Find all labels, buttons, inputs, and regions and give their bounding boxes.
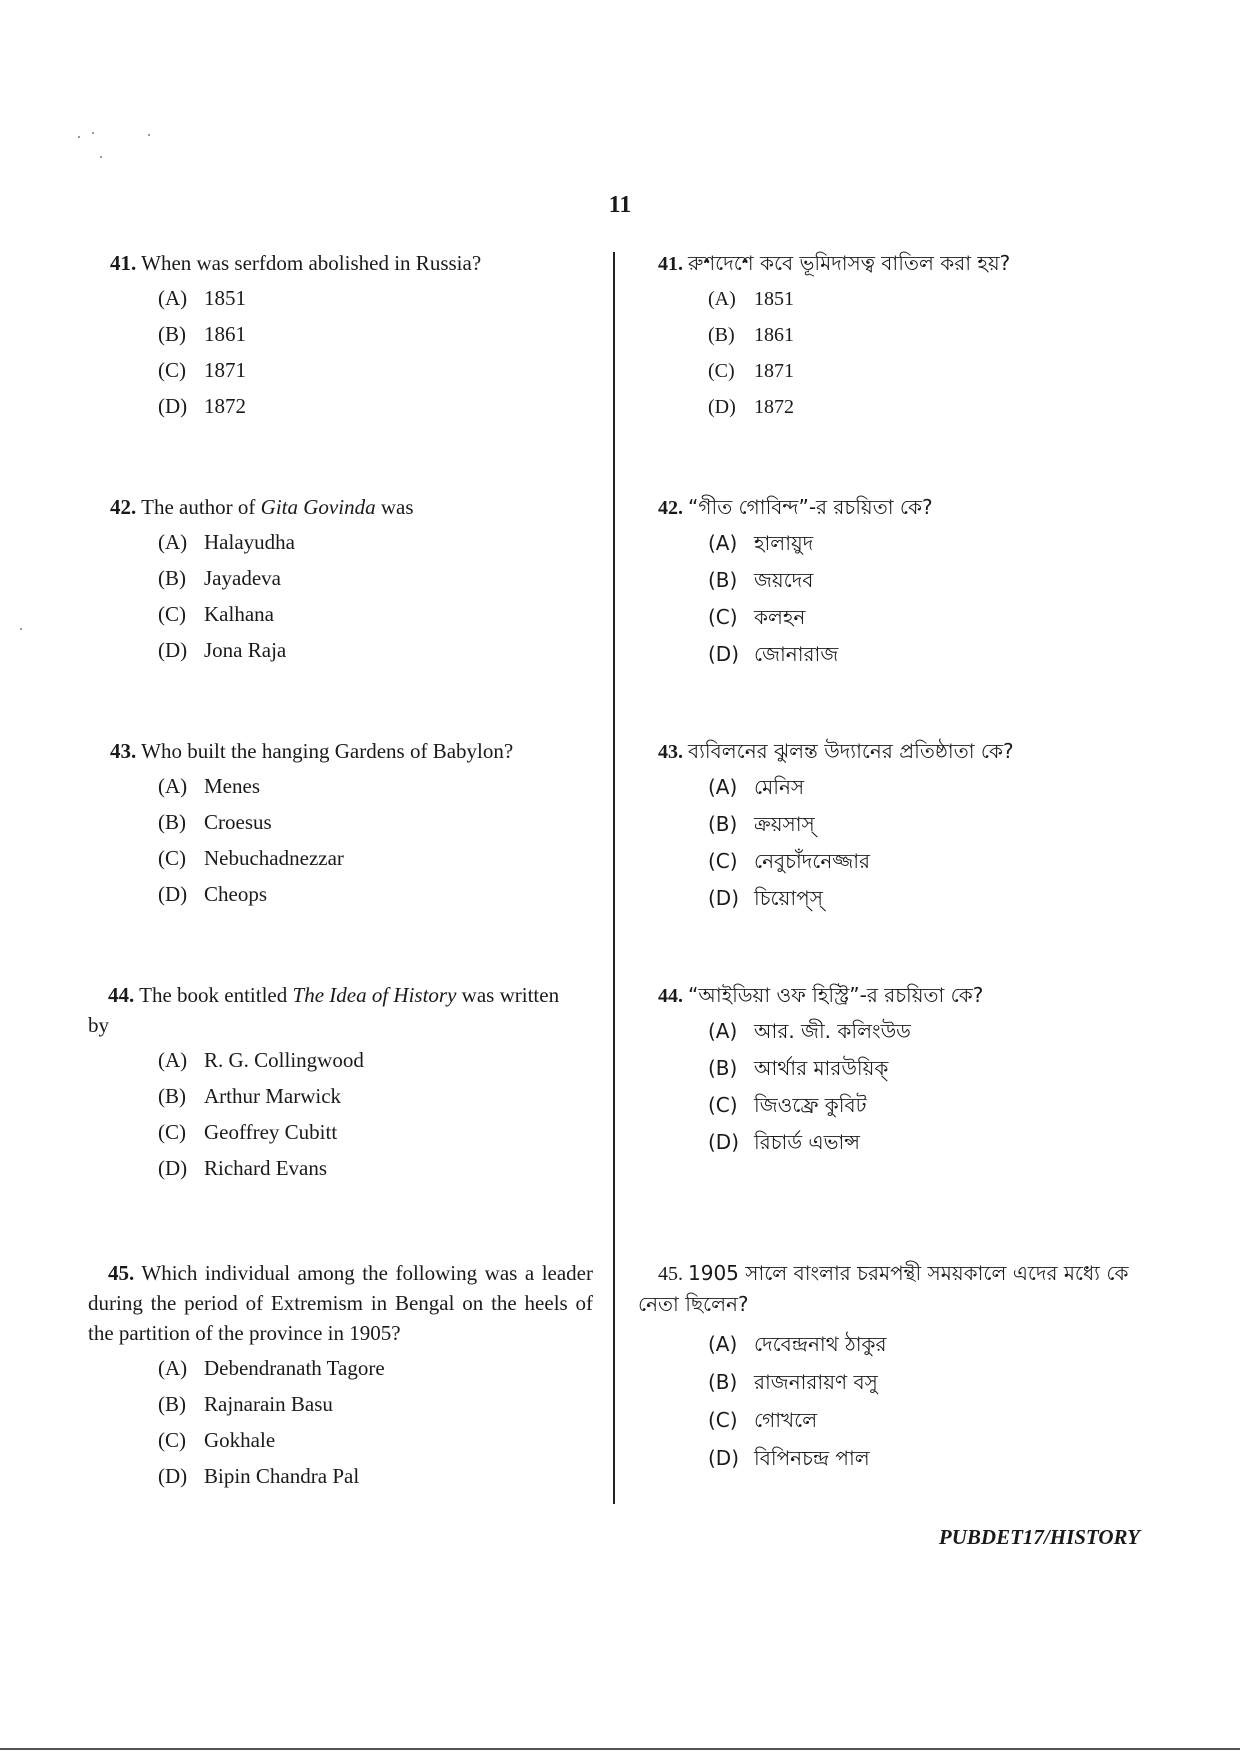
option-key: (A) <box>158 1048 188 1072</box>
option-key: (D) <box>708 1130 740 1154</box>
question-prompt: When was serfdom abolished in Russia? <box>141 251 482 275</box>
column-divider <box>613 252 615 1504</box>
option-key: (A) <box>158 530 188 554</box>
option-key: (B) <box>158 322 186 346</box>
page-bottom-rule <box>0 1748 1240 1750</box>
option-text: আর্থার মারউয়িক্ <box>754 1056 889 1080</box>
option-b <box>158 318 595 354</box>
option-key: (A) <box>708 288 736 310</box>
option-key: (C) <box>158 846 186 870</box>
option-b <box>708 808 1158 845</box>
scan-speck <box>148 134 150 136</box>
option-key: (A) <box>158 774 188 798</box>
question-text <box>658 492 1158 523</box>
book-title: The Idea of History <box>292 983 457 1007</box>
option-a <box>158 1352 593 1388</box>
option-text: কলহন <box>754 605 806 629</box>
options-list <box>638 1328 1158 1480</box>
scan-speck <box>20 628 22 630</box>
option-text: গোখলে <box>754 1408 818 1432</box>
option-key: (B) <box>158 1392 186 1416</box>
option-key: (C) <box>708 1093 738 1117</box>
question-text <box>88 1258 593 1348</box>
option-text: Nebuchadnezzar <box>204 846 344 870</box>
option-text: দেবেন্দ্রনাথ ঠাকুর <box>754 1332 887 1356</box>
option-d <box>158 1152 583 1188</box>
option-text: মেনিস <box>754 775 805 799</box>
option-text: রিচার্ড এভান্স <box>754 1130 861 1154</box>
question-42-bn <box>658 492 1158 675</box>
question-44-en <box>88 980 583 1188</box>
option-text: R. G. Collingwood <box>204 1048 364 1072</box>
question-number: 43. <box>658 741 683 763</box>
option-text: Rajnarain Basu <box>204 1392 333 1416</box>
options-list <box>658 283 1158 427</box>
option-text: 1872 <box>754 396 794 418</box>
option-key: (D) <box>708 886 740 910</box>
question-prompt-start: The author of <box>141 495 261 519</box>
option-key: (A) <box>158 286 188 310</box>
option-text: হালায়ুদ <box>754 531 814 555</box>
option-text: Geoffrey Cubitt <box>204 1120 338 1144</box>
options-list <box>658 1015 1158 1163</box>
option-text: বিপিনচন্দ্র পাল <box>754 1446 870 1470</box>
option-key: (A) <box>708 1332 738 1356</box>
options-list <box>658 771 1158 919</box>
option-b <box>158 1080 583 1116</box>
option-text: জিওফ্রে কুবিট <box>754 1093 867 1117</box>
option-c <box>158 598 595 634</box>
question-text <box>658 736 1158 767</box>
option-key: (D) <box>708 1446 740 1470</box>
option-text: Bipin Chandra Pal <box>204 1464 360 1488</box>
option-text: Halayudha <box>204 530 295 554</box>
option-text: জয়দেব <box>754 568 814 592</box>
option-text: ক্রয়সাস্ <box>754 812 815 836</box>
question-text <box>658 980 1158 1011</box>
option-text: আর. জী. কলিংউড <box>754 1019 911 1043</box>
option-c <box>708 1404 1158 1442</box>
option-key: (A) <box>708 531 738 555</box>
option-text: Kalhana <box>204 602 274 626</box>
option-a <box>158 770 595 806</box>
option-text: নেবুচাঁদনেজ্জার <box>754 849 871 873</box>
option-c <box>158 1116 583 1152</box>
question-41-en <box>90 248 595 426</box>
question-text <box>658 248 1158 279</box>
question-44-bn <box>658 980 1158 1163</box>
option-key: (D) <box>158 1464 188 1488</box>
question-number: 43. <box>110 739 137 763</box>
option-key: (C) <box>158 1120 186 1144</box>
option-key: (B) <box>708 324 735 346</box>
option-b <box>708 564 1158 601</box>
question-prompt: রুশদেশে কবে ভূমিদাসত্ব বাতিল করা হয়? <box>688 251 1011 275</box>
option-text: 1871 <box>204 358 246 382</box>
option-b <box>708 1366 1158 1404</box>
options-list <box>90 526 595 670</box>
option-b <box>158 562 595 598</box>
option-key: (D) <box>708 642 740 666</box>
question-text <box>88 980 583 1040</box>
option-d <box>158 878 595 914</box>
question-number: 41. <box>658 253 683 275</box>
option-a <box>158 1044 583 1080</box>
page-number: 11 <box>608 192 632 218</box>
option-key: (C) <box>158 358 186 382</box>
question-prompt-end: was written by <box>88 983 560 1037</box>
options-list <box>88 1044 583 1188</box>
question-text <box>90 248 595 278</box>
option-d <box>708 638 1158 675</box>
option-key: (A) <box>158 1356 188 1380</box>
option-key: (C) <box>708 360 735 382</box>
option-key: (B) <box>708 812 738 836</box>
scan-speck <box>78 136 80 138</box>
option-a <box>158 282 595 318</box>
option-d <box>708 391 1158 427</box>
question-45-en <box>88 1258 593 1496</box>
question-number: 44. <box>108 983 135 1007</box>
option-b <box>708 1052 1158 1089</box>
question-number: 45. <box>658 1263 683 1285</box>
option-key: (D) <box>158 882 188 906</box>
option-key: (A) <box>708 775 738 799</box>
option-key: (B) <box>708 568 738 592</box>
options-list <box>88 1352 593 1496</box>
option-text: Jayadeva <box>204 566 281 590</box>
option-b <box>708 319 1158 355</box>
option-text: Richard Evans <box>204 1156 328 1180</box>
option-text: Menes <box>204 774 260 798</box>
question-42-en <box>90 492 595 670</box>
option-d <box>158 1460 593 1496</box>
option-a <box>708 527 1158 564</box>
option-c <box>158 354 595 390</box>
question-prompt-end: was <box>375 495 414 519</box>
option-a <box>158 526 595 562</box>
option-text: Jona Raja <box>204 638 287 662</box>
question-prompt: “গীত গোবিন্দ”-র রচয়িতা কে? <box>688 495 933 519</box>
option-text: Cheops <box>204 882 267 906</box>
option-text: রাজনারায়ণ বসু <box>754 1370 878 1394</box>
option-d <box>708 1442 1158 1480</box>
option-key: (C) <box>708 605 738 629</box>
question-number: 42. <box>110 495 137 519</box>
option-key: (D) <box>158 1156 188 1180</box>
option-d <box>708 1126 1158 1163</box>
option-text: 1872 <box>204 394 246 418</box>
option-key: (B) <box>158 566 186 590</box>
question-text <box>90 492 595 522</box>
option-text: 1851 <box>754 288 794 310</box>
question-text <box>90 736 595 766</box>
option-key: (C) <box>158 602 186 626</box>
option-a <box>708 771 1158 808</box>
option-text: Gokhale <box>204 1428 276 1452</box>
scan-speck <box>92 132 94 134</box>
question-41-bn <box>658 248 1158 427</box>
option-key: (D) <box>158 394 188 418</box>
option-key: (C) <box>708 849 738 873</box>
option-text: 1861 <box>204 322 246 346</box>
question-45-bn <box>638 1258 1158 1480</box>
option-c <box>708 601 1158 638</box>
option-d <box>708 882 1158 919</box>
question-number: 42. <box>658 497 683 519</box>
question-prompt: 1905 সালে বাংলার চরমপন্থী সময়কালে এদের মধ্যে কে নেতা ছিলেন? <box>638 1261 1129 1316</box>
option-key: (B) <box>708 1370 738 1394</box>
question-43-en <box>90 736 595 914</box>
option-text: জোনারাজ <box>754 642 839 666</box>
option-text: 1871 <box>754 360 794 382</box>
option-text: চিয়োপ্স্ <box>754 886 823 910</box>
question-prompt: “আইডিয়া ওফ হিস্ট্রি”-র রচয়িতা কে? <box>688 983 984 1007</box>
option-text: 1851 <box>204 286 246 310</box>
option-text: 1861 <box>754 324 794 346</box>
option-c <box>158 842 595 878</box>
option-key: (D) <box>708 396 736 418</box>
option-key: (D) <box>158 638 188 662</box>
paper-code: PUBDET17/HISTORY <box>938 1525 1140 1549</box>
question-prompt: Which individual among the following was a leader during the period of Extremism in Bengal on the heels of the partition of the province in 1905? <box>88 1261 593 1345</box>
book-title: Gita Govinda <box>260 495 376 519</box>
option-key: (B) <box>708 1056 738 1080</box>
option-a <box>708 1328 1158 1366</box>
question-text <box>638 1258 1158 1320</box>
option-key: (B) <box>158 1084 186 1108</box>
option-c <box>708 355 1158 391</box>
option-text: Arthur Marwick <box>204 1084 342 1108</box>
question-prompt-start: The book entitled <box>139 983 293 1007</box>
option-c <box>158 1424 593 1460</box>
option-b <box>158 1388 593 1424</box>
options-list <box>658 527 1158 675</box>
option-key: (C) <box>708 1408 738 1432</box>
scan-speck <box>100 156 102 158</box>
option-c <box>708 845 1158 882</box>
options-list <box>90 282 595 426</box>
option-d <box>158 390 595 426</box>
question-prompt: ব্যবিলনের ঝুলন্ত উদ্যানের প্রতিষ্ঠাতা কে? <box>688 739 1014 763</box>
option-c <box>708 1089 1158 1126</box>
option-key: (B) <box>158 810 186 834</box>
question-number: 44. <box>658 985 683 1007</box>
option-d <box>158 634 595 670</box>
option-text: Debendranath Tagore <box>204 1356 385 1380</box>
option-text: Croesus <box>204 810 272 834</box>
option-key: (A) <box>708 1019 738 1043</box>
option-b <box>158 806 595 842</box>
question-number: 41. <box>110 251 137 275</box>
question-43-bn <box>658 736 1158 919</box>
options-list <box>90 770 595 914</box>
question-prompt: Who built the hanging Gardens of Babylon? <box>141 739 514 763</box>
option-key: (C) <box>158 1428 186 1452</box>
option-a <box>708 283 1158 319</box>
option-a <box>708 1015 1158 1052</box>
question-number: 45. <box>108 1261 135 1285</box>
